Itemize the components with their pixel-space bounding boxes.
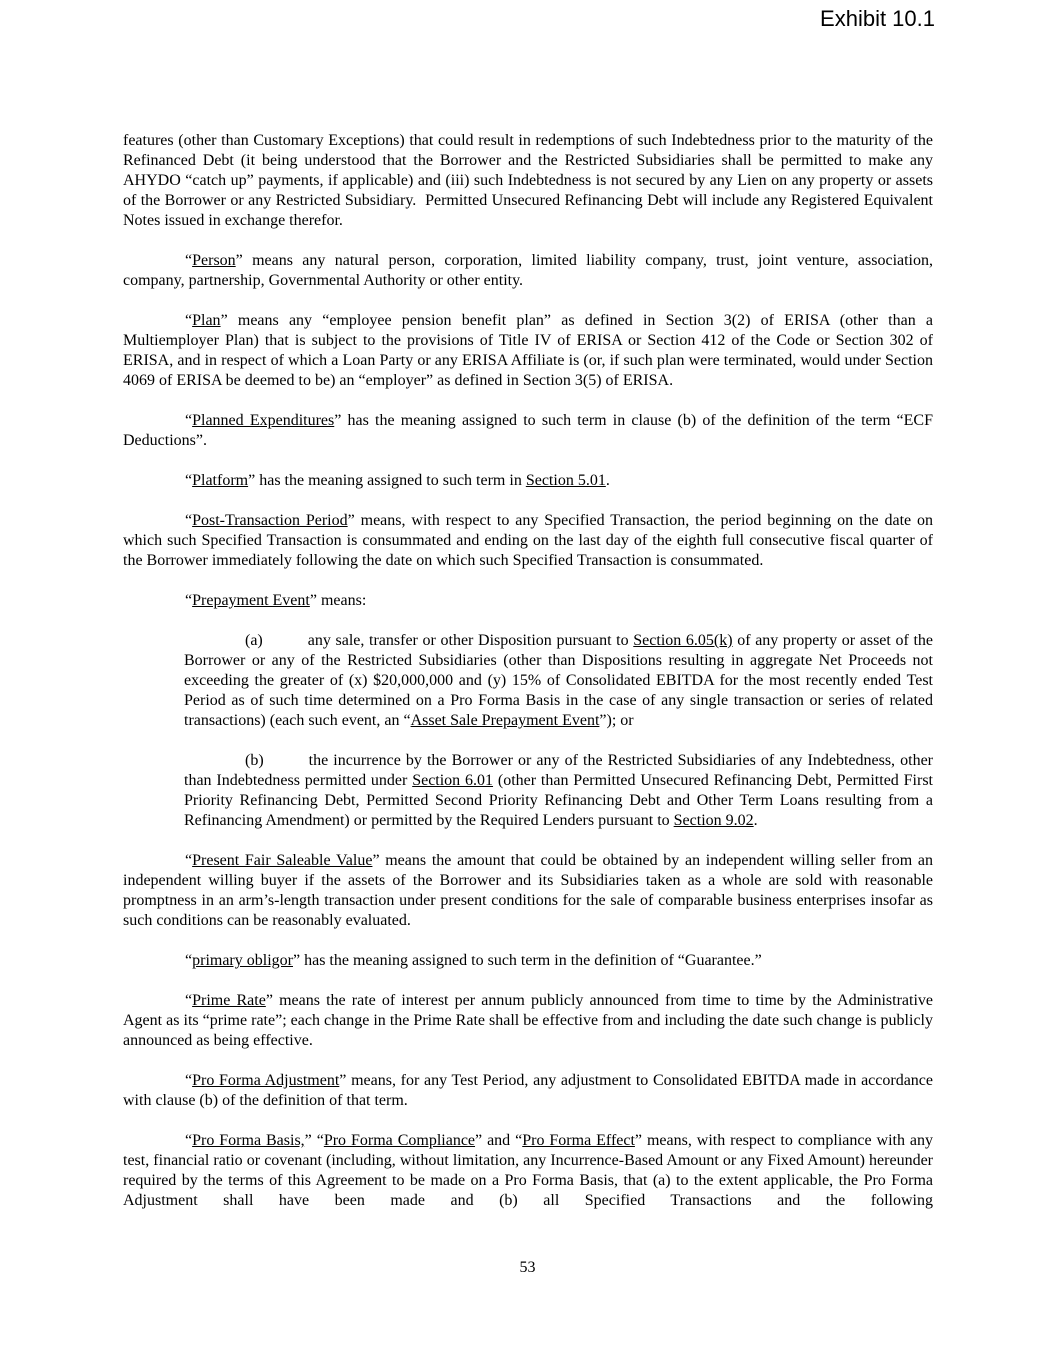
paragraph (123, 411, 933, 451)
text-run: “ (185, 472, 193, 489)
text-run: any sale, transfer or other Disposition pursuant to (307, 632, 634, 649)
defined-term: Planned Expenditures (192, 412, 335, 429)
defined-term: Person (192, 252, 236, 269)
text-run: ” means, for any Test Period, any adjustment to Consolidated EBITDA made in accordance with clause (b) of the definition of that term. (123, 1072, 934, 1109)
text-run: the incurrence by the Borrower or any of the Restricted Subsidiaries of any Indebtedness, other than Indebtedness permitted under (184, 752, 933, 789)
text-run: ” has the meaning assigned to such term in (248, 472, 526, 489)
text-run: ” means any natural person, corporation, limited liability company, trust, joint venture, association, company, partnership, Governmental Authority or other entity. (123, 252, 933, 289)
paragraph (123, 511, 933, 571)
text-run: “ (185, 412, 193, 429)
defined-term: primary obligor (192, 952, 293, 969)
text-run: “ (185, 512, 193, 529)
defined-term: Plan (192, 312, 221, 329)
paragraph (123, 1131, 933, 1211)
paragraph (123, 251, 933, 291)
text-run: “ (185, 252, 193, 269)
defined-term: Pro Forma Compliance (323, 1132, 476, 1149)
text-run: ” has the meaning assigned to such term in clause (b) of the definition of the term “ECF Deductions”. (123, 412, 934, 449)
paragraph (123, 991, 933, 1051)
paragraph (123, 1071, 933, 1111)
defined-term: Present Fair Saleable Value (192, 852, 373, 869)
text-run: ” means, with respect to any Specified Transaction, the period beginning on the date on which such Specified Transaction is consummated and ending on the last day of the eighth full consecutive fiscal quarter of the Borrower immediately following the date on which such Specified Transaction is consummated. (123, 512, 933, 569)
paragraph (123, 951, 933, 971)
text-run: ” means, with respect to compliance with any test, financial ratio or covenant (including, without limitation, any Incurrence-Based Amount or any Fixed Amount) hereunder required by the terms of this Agreement to be made on a Pro Forma Basis, that (a) to the extent applicable, the Pro Forma Adjustment shall have been made and (b) all Specified Transactions and the following (123, 1132, 933, 1209)
defined-term: Section 9.02 (673, 812, 754, 829)
defined-term: Pro Forma Adjustment (192, 1072, 340, 1089)
paragraph (123, 851, 933, 931)
defined-term: Post-Transaction Period (192, 512, 348, 529)
paragraph (184, 751, 933, 831)
text-run: . (753, 812, 758, 829)
text-run: ” “ (304, 1132, 324, 1149)
paragraph (184, 631, 933, 731)
text-run: ” means: (309, 592, 367, 609)
text-run: “ (185, 1132, 193, 1149)
defined-term: Section 6.01 (412, 772, 494, 789)
text-run: “ (185, 852, 193, 869)
text-run: “ (185, 992, 193, 1009)
text-run: “ (185, 952, 193, 969)
text-run: (other than Permitted Unsecured Refinancing Debt, Permitted First Priority Refinancing Debt, Permitted Second Priority Refinancing Debt and Other Term Loans resulting from a Refinancing Amendment) or permitted by the Required Lenders pursuant to (184, 772, 933, 829)
defined-term: Section 5.01 (525, 472, 606, 489)
text-run: . (605, 472, 610, 489)
text-run: features (other than Customary Exceptions) that could result in redemptions of such Indebtedness prior to the maturity of the Refinanced Debt (it being understood that the Borrower and the Restricted Subsidiaries shall be permitted to make any AHYDO “catch up” payments, if applicable) and (iii) such Indebtedness is not secured by any Lien on any property or assets of the Borrower or any Restricted Subsidiary. Permitted Unsecured Refinancing Debt will include any Registered Equivalent Notes issued in exchange therefor. (123, 132, 933, 229)
defined-term: Pro Forma Basis, (192, 1132, 305, 1149)
exhibit-label: Exhibit 10.1 (820, 6, 935, 31)
document-body (123, 131, 933, 1231)
text-run: of any property or asset of the Borrower or any of the Restricted Subsidiaries (other than Dispositions resulting in aggregate Net Proceeds not exceeding the greater of (x) $20,000,000 and (y) 15% of Consolidated EBITDA for the most recently ended Test Period as of such time determined on a Pro Forma Basis in the case of any single transaction or series of related transactions) (each such event, an “ (184, 632, 934, 729)
text-run: ” means any “employee pension benefit plan” as defined in Section 3(2) of ERISA (other than a Multiemployer Plan) that is subject to the provisions of Title IV of ERISA or Section 412 of the Code or Section 302 of ERISA, and in respect of which a Loan Party or any ERISA Affiliate is (or, if such plan were terminated, would under Section 4069 of ERISA be deemed to be) an “employer” as defined in Section 3(5) of ERISA. (123, 312, 933, 389)
defined-term: Prepayment Event (192, 592, 310, 609)
text-run: “ (185, 1072, 193, 1089)
defined-term: Prime Rate (192, 992, 266, 1009)
text-run: “ (185, 312, 193, 329)
paragraph (123, 471, 933, 491)
defined-term: Section 6.05(k) (633, 632, 733, 649)
text-run: ” has the meaning assigned to such term in the definition of “Guarantee.” (292, 952, 762, 969)
paragraph (123, 591, 933, 611)
text-run: ” and “ (475, 1132, 523, 1149)
defined-term: Pro Forma Effect (522, 1132, 635, 1149)
paragraph (123, 311, 933, 391)
text-run: ” means the rate of interest per annum publicly announced from time to time by the Administrative Agent as its “prime rate”; each change in the Prime Rate shall be effective from and including the date such change is publicly announced as being effective. (123, 992, 933, 1049)
page-number: 53 (519, 1259, 536, 1276)
defined-term: Platform (192, 472, 249, 489)
text-run: “ (185, 592, 193, 609)
text-run: ”); or (599, 712, 634, 729)
text-run: (a) (245, 632, 263, 649)
paragraph (123, 131, 933, 231)
text-run: (b) (245, 752, 264, 769)
text-run: ” means the amount that could be obtained by an independent willing seller from an independent willing buyer if the assets of the Borrower and its Subsidiaries taken as a whole are sold with reasonable promptness in an arm’s-length transaction under present conditions for the sale of comparable business enterprises insofar as such conditions can be reasonably evaluated. (123, 852, 934, 929)
defined-term: Asset Sale Prepayment Event (410, 712, 600, 729)
